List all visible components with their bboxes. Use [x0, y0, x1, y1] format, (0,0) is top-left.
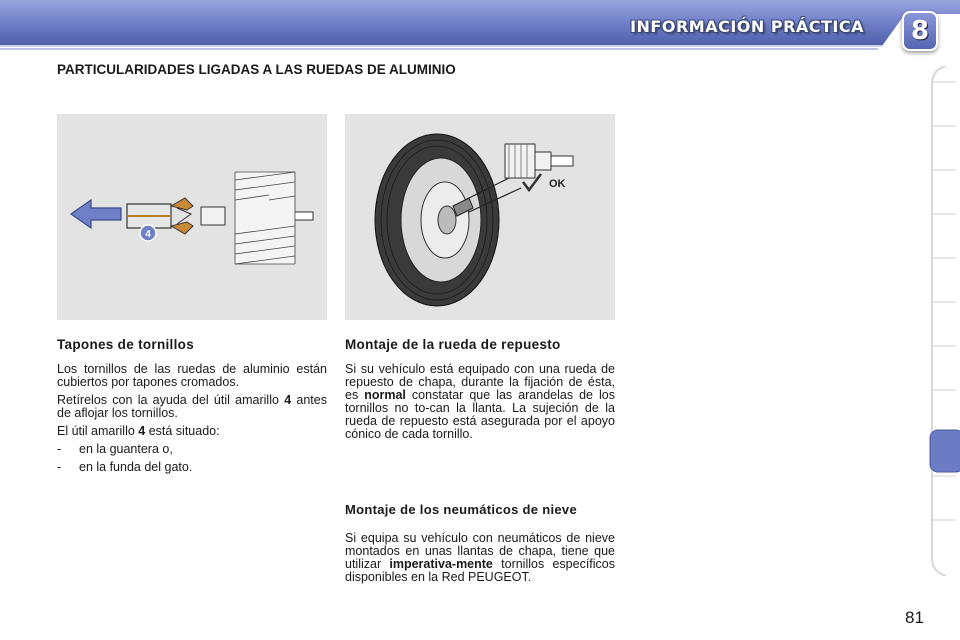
- section-title: PARTICULARIDADES LIGADAS A LAS RUEDAS DE ALUMINIO: [57, 62, 456, 77]
- snow-tyres-heading: Montaje de los neumáticos de nieve: [345, 502, 577, 517]
- list-item: - en la funda del gato.: [57, 460, 193, 474]
- spare-wheel-figure: [345, 114, 615, 320]
- cap-removal-figure: [57, 114, 327, 320]
- spare-wheel-heading: Montaje de la rueda de repuesto: [345, 337, 561, 352]
- spare-wheel-section: [345, 338, 615, 446]
- spare-wheel-paragraph: Si su vehículo está equipado con una rueda de repuesto de chapa, durante la fijación de ésta, es normal constatar que las arandelas de los tornillos no to-can la llanta. La sujeción de la rueda de repuesto está asegurada por el apoyo cónico de cada tornillo.: [345, 362, 615, 441]
- chapter-title: INFORMACIÓN PRÁCTICA: [630, 17, 864, 36]
- direction-arrow-icon: [71, 200, 121, 228]
- bolt-caps-paragraph: Los tornillos de las ruedas de aluminio están cubiertos por tapones cromados.: [57, 362, 327, 389]
- snow-tyres-paragraph: Si equipa su vehículo con neumáticos de nieve montados en unas llantas de chapa, tiene que utilizar imperativa-mente tornillos específicos disponibles en la Red PEUGEOT.: [345, 531, 615, 584]
- chapter-number-badge: 8: [902, 11, 938, 51]
- tool-location-paragraph: El útil amarillo 4 está situado:: [57, 424, 220, 438]
- list-item: - en la guantera o,: [57, 442, 173, 456]
- bolt-caps-heading: Tapones de tornillos: [57, 337, 195, 352]
- bolt-caps-section: [57, 338, 327, 479]
- svg-text:4: 4: [145, 229, 151, 240]
- snow-tyres-section: [345, 503, 615, 589]
- remove-caps-paragraph: Retírelos con la ayuda del útil amarillo 4 antes de aflojar los tornillos.: [57, 393, 327, 420]
- svg-text:OK: OK: [549, 178, 566, 190]
- page-number: 81: [905, 608, 924, 627]
- active-chapter-tab: [930, 430, 960, 472]
- chapter-tabs: [926, 66, 960, 576]
